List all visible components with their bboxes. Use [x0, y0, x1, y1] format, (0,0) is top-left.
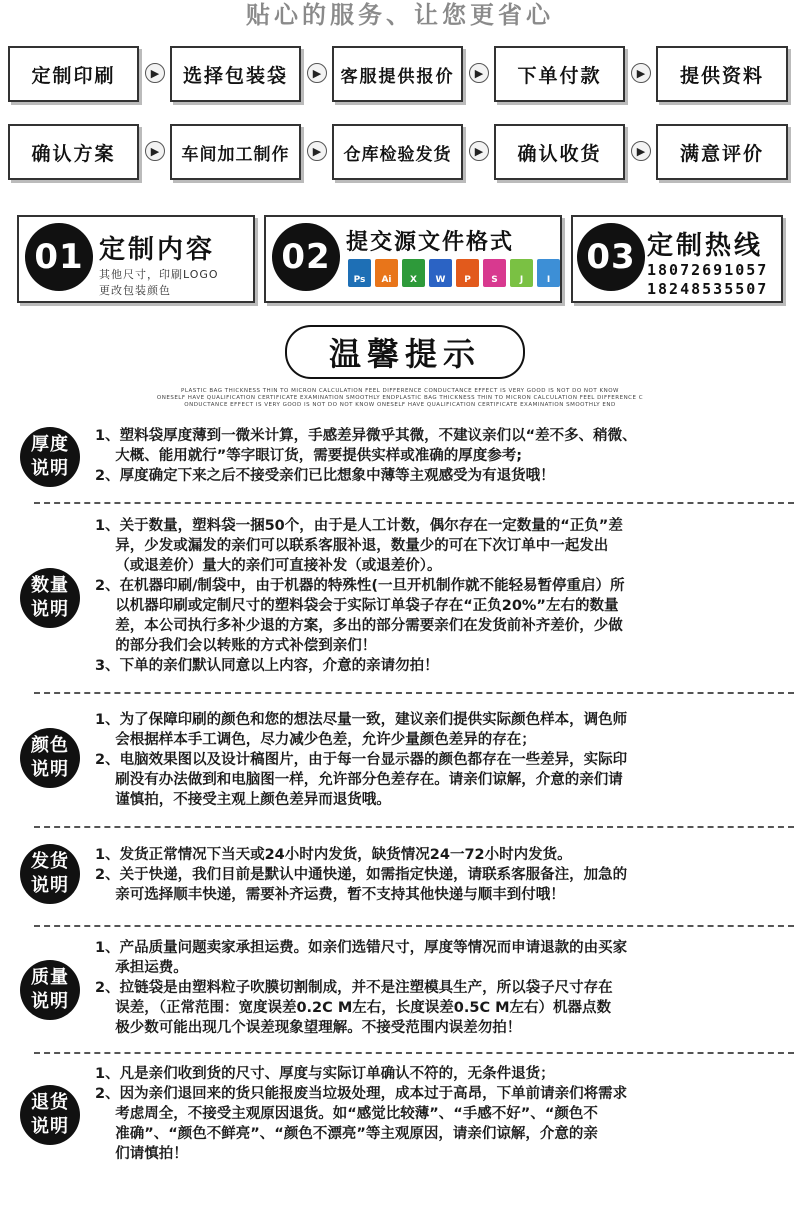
text-line: 差，本公司执行多补少退的方案，多出的部分需要亲们在发货前补齐差价，少做 — [95, 618, 623, 634]
process-flow-row-1 — [0, 46, 800, 116]
step-confirm-plan: 确认方案 — [8, 124, 139, 180]
divider — [34, 1052, 794, 1054]
arrow-right-icon: ▶ — [631, 63, 651, 83]
text-line: 1、产品质量问题卖家承担运费。如亲们选错尺寸，厚度等情况而申请退款的由买家 — [95, 940, 628, 956]
card-subtitle: 更改包装颜色 — [99, 284, 171, 297]
step-inspect-ship: 仓库检验发货 — [332, 124, 463, 180]
section-text — [95, 938, 792, 1038]
decorative-caption — [100, 388, 700, 409]
arrow-right-icon: ▶ — [469, 141, 489, 161]
badge-line: 说明 — [31, 875, 69, 896]
text-line: 会根据样本手工调色，尽力减少色差，允许少量颜色差异的存在； — [95, 732, 536, 748]
step-receive: 确认收货 — [494, 124, 625, 180]
card-number: 01 — [25, 223, 93, 291]
text-line: 大概、能用就行”等字眼订货，需要提供实样或准确的厚度参考; — [95, 448, 523, 464]
step-custom-print: 定制印刷 — [8, 46, 139, 102]
card-number: 03 — [577, 223, 645, 291]
caption-line: PLASTIC BAG THICKNESS THIN TO MICRON CALCULATION FEEL DIFFERENCE CONDUCTANCE EFFECT IS VERY GOOD IS NOT DO NOT KNOW — [181, 388, 619, 394]
text-line: 刷没有办法做到和电脑图一样，允许部分色差存在。请亲们谅解，介意的亲们请 — [95, 772, 623, 788]
text-line: 2、拉链袋是由塑料粒子吹膜切割制成，并不是注塑模具生产，所以袋子尺寸存在 — [95, 980, 613, 996]
section-badge — [20, 568, 80, 628]
file-format-icon: X — [402, 259, 425, 287]
file-format-icon: Ai — [375, 259, 398, 287]
text-line: 1、塑料袋厚度薄到一微米计算，手感差异微乎其微，不建议亲们以“差不多、稍微、 — [95, 428, 637, 444]
card-title: 定制内容 — [99, 235, 216, 265]
caption-line: ONESELF HAVE QUALIFICATION CERTIFICATE EXAMINATION SMOOTHLY ENDPLASTIC BAG THICKNESS THIN TO MICRON CALCULATION FEEL DIFFERENCE C — [156, 395, 644, 401]
section-text — [95, 845, 792, 905]
text-line: 极少数可能出现几个误差现象望理解。不接受范围内误差勿拍！ — [95, 1020, 522, 1036]
step-provide-info: 提供资料 — [656, 46, 788, 102]
caption-line: ONDUCTANCE EFFECT IS VERY GOOD IS NOT DO NOT KNOW ONESELF HAVE QUALIFICATION CERTIFICATE EXAMINATION SMOOTHLY END — [184, 402, 616, 408]
text-line: 2、因为亲们退回来的货只能报废当垃圾处理，成本过于高昂，下单前请亲们将需求 — [95, 1086, 628, 1102]
step-choose-bag: 选择包装袋 — [170, 46, 301, 102]
text-line: 以机器印刷或定制尺寸的塑料袋会于实际订单袋子存在“正负20%”左右的数量 — [95, 598, 619, 614]
file-format-icon: J — [510, 259, 533, 287]
step-production: 车间加工制作 — [170, 124, 301, 180]
card-custom-content — [17, 215, 255, 303]
card-title: 提交源文件格式 — [346, 230, 515, 255]
text-line: （或退差价）量大的亲们可直接补发（或退差价）。 — [95, 558, 442, 574]
step-quote: 客服提供报价 — [332, 46, 463, 102]
section-badge — [20, 728, 80, 788]
text-line: 异，少发或漏发的亲们可以联系客服补退，数量少的可在下次订单中一起发出 — [95, 538, 609, 554]
arrow-right-icon: ▶ — [469, 63, 489, 83]
file-format-icons — [348, 259, 560, 287]
section-text — [95, 710, 792, 810]
section-text — [95, 426, 792, 486]
file-format-icon: P — [456, 259, 479, 287]
arrow-right-icon: ▶ — [631, 141, 651, 161]
section-badge — [20, 1085, 80, 1145]
arrow-right-icon: ▶ — [307, 63, 327, 83]
card-number: 02 — [272, 223, 340, 291]
divider — [34, 826, 794, 828]
text-line: 的部分我们会以转账的方式补偿到亲们！ — [95, 638, 377, 654]
badge-line: 说明 — [31, 991, 69, 1012]
file-format-icon: Ps — [348, 259, 371, 287]
card-file-formats — [264, 215, 562, 303]
text-line: 1、发货正常情况下当天或24小时内发货，缺货情况24一72小时内发货。 — [95, 847, 572, 863]
divider — [34, 925, 794, 927]
text-line: 3、下单的亲们默认同意以上内容，介意的亲请勿拍！ — [95, 658, 439, 674]
text-line: 2、关于快递，我们目前是默认中通快递，如需指定快递，请联系客服备注，加急的 — [95, 867, 628, 883]
badge-line: 退货 — [31, 1092, 69, 1113]
text-line: 谨慎拍，不接受主观上颜色差异而退货哦。 — [95, 792, 391, 808]
page-title: 贴心的服务、让您更省心 — [246, 1, 554, 29]
text-line: 2、在机器印刷/制袋中，由于机器的特殊性(一旦开机制作就不能轻易暂停重启）所 — [95, 578, 625, 594]
text-line: 考虑周全，不接受主观原因退货。如“感觉比较薄”、“手感不好”、“颜色不 — [95, 1106, 598, 1122]
section-text — [95, 516, 792, 676]
badge-line: 厚度 — [31, 434, 69, 455]
arrow-right-icon: ▶ — [145, 141, 165, 161]
text-line: 误差，（正常范围：宽度误差0.2C M左右，长度误差0.5C M左右）机器点数 — [95, 1000, 612, 1016]
section-text — [95, 1064, 792, 1164]
card-subtitle: 其他尺寸，印刷LOGO — [99, 268, 219, 281]
text-line: 2、电脑效果图以及设计稿图片，由于每一台显示器的颜色都存在一些差异，实际印 — [95, 752, 628, 768]
text-line: 们请慎拍！ — [95, 1146, 188, 1162]
process-flow-row-2 — [0, 124, 800, 194]
tips-title: 温馨提示 — [328, 335, 481, 373]
text-line: 2、厚度确定下来之后不接受亲们已比想象中薄等主观感受为有退货哦！ — [95, 468, 555, 484]
badge-line: 说明 — [31, 599, 69, 620]
section-badge — [20, 427, 80, 487]
text-line: 1、为了保障印刷的颜色和您的想法尽量一致，建议亲们提供实际颜色样本，调色师 — [95, 712, 628, 728]
arrow-right-icon: ▶ — [307, 141, 327, 161]
text-line: 亲可选择顺丰快递，需要补齐运费，暂不支持其他快递与顺丰到付哦！ — [95, 887, 565, 903]
divider — [34, 502, 794, 504]
tips-banner — [285, 325, 525, 379]
badge-line: 说明 — [31, 759, 69, 780]
card-hotline — [571, 215, 783, 303]
badge-line: 质量 — [31, 967, 69, 988]
arrow-right-icon: ▶ — [145, 63, 165, 83]
text-line: 1、关于数量，塑料袋一捆50个，由于是人工计数，偶尔存在一定数量的“正负”差 — [95, 518, 623, 534]
badge-line: 颜色 — [31, 735, 69, 756]
card-title: 定制热线 — [647, 231, 764, 261]
file-format-icon: S — [483, 259, 506, 287]
badge-line: 数量 — [31, 575, 69, 596]
text-line: 准确”、“颜色不鲜亮”、“颜色不漂亮”等主观原因，请亲们谅解，介意的亲 — [95, 1126, 598, 1142]
section-badge — [20, 960, 80, 1020]
phone-number: 18072691057 — [647, 261, 769, 279]
divider — [34, 692, 794, 694]
text-line: 1、凡是亲们收到货的尺寸、厚度与实际订单确认不符的，无条件退货； — [95, 1066, 555, 1082]
phone-number: 18248535507 — [647, 280, 769, 298]
file-format-icon: I — [537, 259, 560, 287]
section-badge — [20, 844, 80, 904]
text-line: 承担运费。 — [95, 960, 188, 976]
badge-line: 说明 — [31, 458, 69, 479]
badge-line: 发货 — [31, 851, 69, 872]
badge-line: 说明 — [31, 1116, 69, 1137]
step-pay: 下单付款 — [494, 46, 625, 102]
file-format-icon: W — [429, 259, 452, 287]
step-review: 满意评价 — [656, 124, 788, 180]
